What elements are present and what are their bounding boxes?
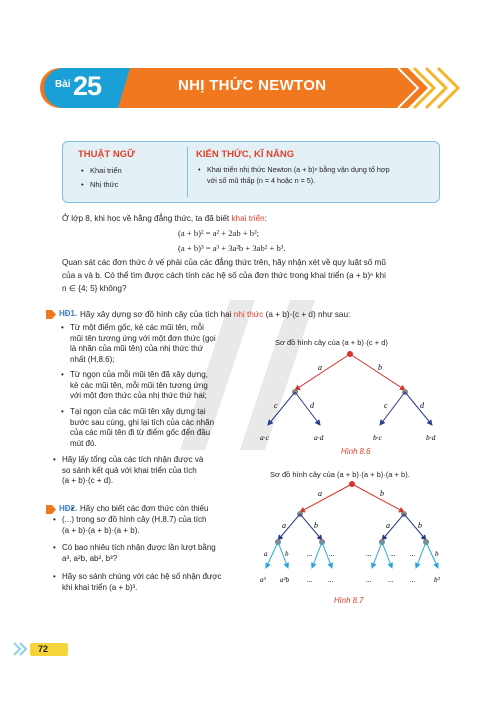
branch-label: b	[418, 521, 422, 530]
skill-item	[207, 164, 442, 186]
activity-2-compare	[62, 572, 272, 593]
question-line: Có bao nhiêu tích nhận được lần lượt bằng	[62, 543, 216, 552]
conclusion-line: so sánh kết quả với khai triển của tích	[62, 465, 197, 475]
step-line: kẻ các mũi tên, mỗi mũi tên tương ứng	[70, 380, 208, 390]
activity-marker-icon	[46, 505, 56, 514]
branch-label: b	[285, 550, 289, 558]
activity-1-conclusion	[62, 455, 262, 487]
terms-divider	[187, 147, 188, 197]
skills-heading: KIẾN THỨC, KĨ NĂNG	[196, 149, 295, 160]
branch-label: a	[386, 521, 390, 530]
formula-cube: (a + b)³ = a³ + 3a²b + 3ab² + b³.	[178, 243, 286, 253]
branch-label: b	[435, 550, 439, 558]
branch-label: ...	[390, 550, 396, 558]
conclusion-line: Hãy lấy tổng của các tích nhận được và	[62, 455, 204, 464]
leaf-product: a·d	[314, 433, 324, 442]
branch-label: d	[420, 401, 424, 410]
step-line: bước sau cùng, ghi lại tích của các nhãn	[70, 417, 215, 427]
branch-label: ...	[410, 550, 416, 558]
term-highlight: khai triển	[231, 214, 265, 223]
leaf-product: b·d	[426, 433, 436, 442]
activity-1-step-3	[70, 407, 250, 449]
step-line: Từ một điểm gốc, kẻ các mũi tên, mỗi	[70, 323, 204, 332]
branch-label: ...	[366, 550, 372, 558]
conclusion-line: (a + b)·(c + d).	[62, 476, 114, 485]
branch-label: a	[264, 550, 268, 558]
activity-text: Hãy xây dựng sơ đồ hình cây của tích hai	[80, 310, 234, 319]
leaf-product: ...	[307, 576, 313, 584]
leaf-product: ...	[328, 576, 334, 584]
activity-2-label: HĐ2.	[59, 504, 78, 513]
intro-question-3: n ∈ {4; 5} không?	[62, 284, 127, 293]
figure-8-7-tree	[252, 480, 452, 590]
intro-question-2: của a và b. Có thể tìm được cách tính các hệ số của đơn thức trong khai triển (a + b)ⁿ khi	[62, 271, 386, 280]
term-highlight: nhị thức	[233, 310, 264, 319]
activity-text: (a + b)·(c + d) như sau:	[263, 310, 351, 319]
intro-question-1: Quan sát các đơn thức ở vế phải của các đẳng thức trên, hãy nhận xét về quy luật số mũ	[62, 258, 386, 267]
terms-heading: THUẬT NGỮ	[78, 149, 135, 160]
activity-marker-icon	[46, 310, 56, 319]
step-line: mút đó.	[70, 438, 97, 448]
branch-label: a	[318, 363, 322, 372]
intro-text: Ở lớp 8, khi học về hằng đẳng thức, ta đã biết	[62, 214, 232, 223]
branch-label: b	[378, 363, 382, 372]
activity-1-step-2	[70, 370, 250, 402]
leaf-product: ...	[366, 576, 372, 584]
step-line: với một đơn thức của nhị thức thứ hai;	[70, 391, 207, 400]
term-item: • Nhị thức	[90, 180, 118, 189]
step-line: mũi tên tương ứng với một đơn thức (gọi	[70, 333, 216, 343]
activity-2-text	[80, 504, 270, 515]
figure-8-6-title: Sơ đồ hình cây của (a + b)·(c + d)	[275, 338, 388, 347]
activity-2-question	[62, 543, 272, 564]
leaf-product: a·c	[260, 433, 269, 442]
step-line: là nhãn của mũi tên) của nhị thức thứ	[70, 344, 204, 353]
leaf-product: ...	[388, 576, 394, 584]
branch-label: ...	[307, 550, 313, 558]
lesson-word: Bài	[55, 79, 71, 90]
activity-line: (...) trong sơ đồ hình cây (H.8.7) của tích	[62, 515, 207, 524]
compare-line: khi khai triển (a + b)³.	[62, 582, 138, 592]
branch-label: ...	[329, 550, 335, 558]
lesson-title: NHỊ THỨC NEWTON	[178, 77, 327, 94]
step-line: Từ ngọn của mỗi mũi tên đã xây dựng,	[70, 370, 208, 379]
activity-1-intro	[80, 309, 350, 321]
figure-8-7-title: Sơ đồ hình cây của (a + b)·(a + b)·(a + b).	[270, 470, 410, 479]
compare-line: Hãy so sánh chúng với các hệ số nhận được	[62, 572, 222, 581]
leaf-product: ...	[410, 576, 416, 584]
branch-label: c	[384, 401, 388, 410]
branch-label: b	[314, 521, 318, 530]
branch-label: a	[318, 489, 322, 498]
step-line: của các mũi tên đi từ điểm gốc đến đầu	[70, 428, 211, 437]
activity-1-label: HĐ1.	[59, 309, 78, 318]
step-line: nhất (H.8.6);	[70, 354, 115, 364]
leaf-product: a³	[260, 576, 266, 584]
intro-line-1	[62, 213, 267, 225]
branch-label: c	[274, 401, 278, 410]
formula-square: (a + b)² = a² + 2ab + b²;	[178, 228, 260, 238]
leaf-product: b·c	[373, 433, 382, 442]
activity-1-step-1	[70, 323, 250, 365]
activity-2-text-cont	[62, 515, 272, 536]
page-number: 72	[38, 644, 49, 654]
branch-label: b	[380, 489, 384, 498]
leaf-product: a²b	[280, 576, 290, 584]
skill-line: với số mũ thấp (n = 4 hoặc n = 5).	[207, 176, 316, 185]
figure-8-6-tree	[250, 350, 450, 450]
lesson-number: 25	[73, 71, 102, 101]
figure-8-7-caption: Hình 8.7	[334, 596, 364, 605]
branch-label: d	[310, 401, 314, 410]
question-line: a³, a²b, ab², b³?	[62, 553, 118, 563]
step-line: Tại ngọn của các mũi tên xây dựng tại	[70, 407, 206, 416]
activity-line: (a + b)·(a + b)·(a + b).	[62, 525, 140, 535]
figure-8-6-caption: Hình 8.6	[341, 447, 371, 456]
intro-text: :	[264, 214, 267, 223]
leaf-product: b³	[434, 576, 440, 584]
term-item: • Khai triển	[90, 166, 122, 175]
activity-line: Hãy cho biết các đơn thức còn thiếu	[80, 504, 209, 513]
branch-label: a	[282, 521, 286, 530]
skill-line: Khai triển nhị thức Newton (a + b)ⁿ bằng vận dụng tổ hợp	[207, 165, 390, 174]
